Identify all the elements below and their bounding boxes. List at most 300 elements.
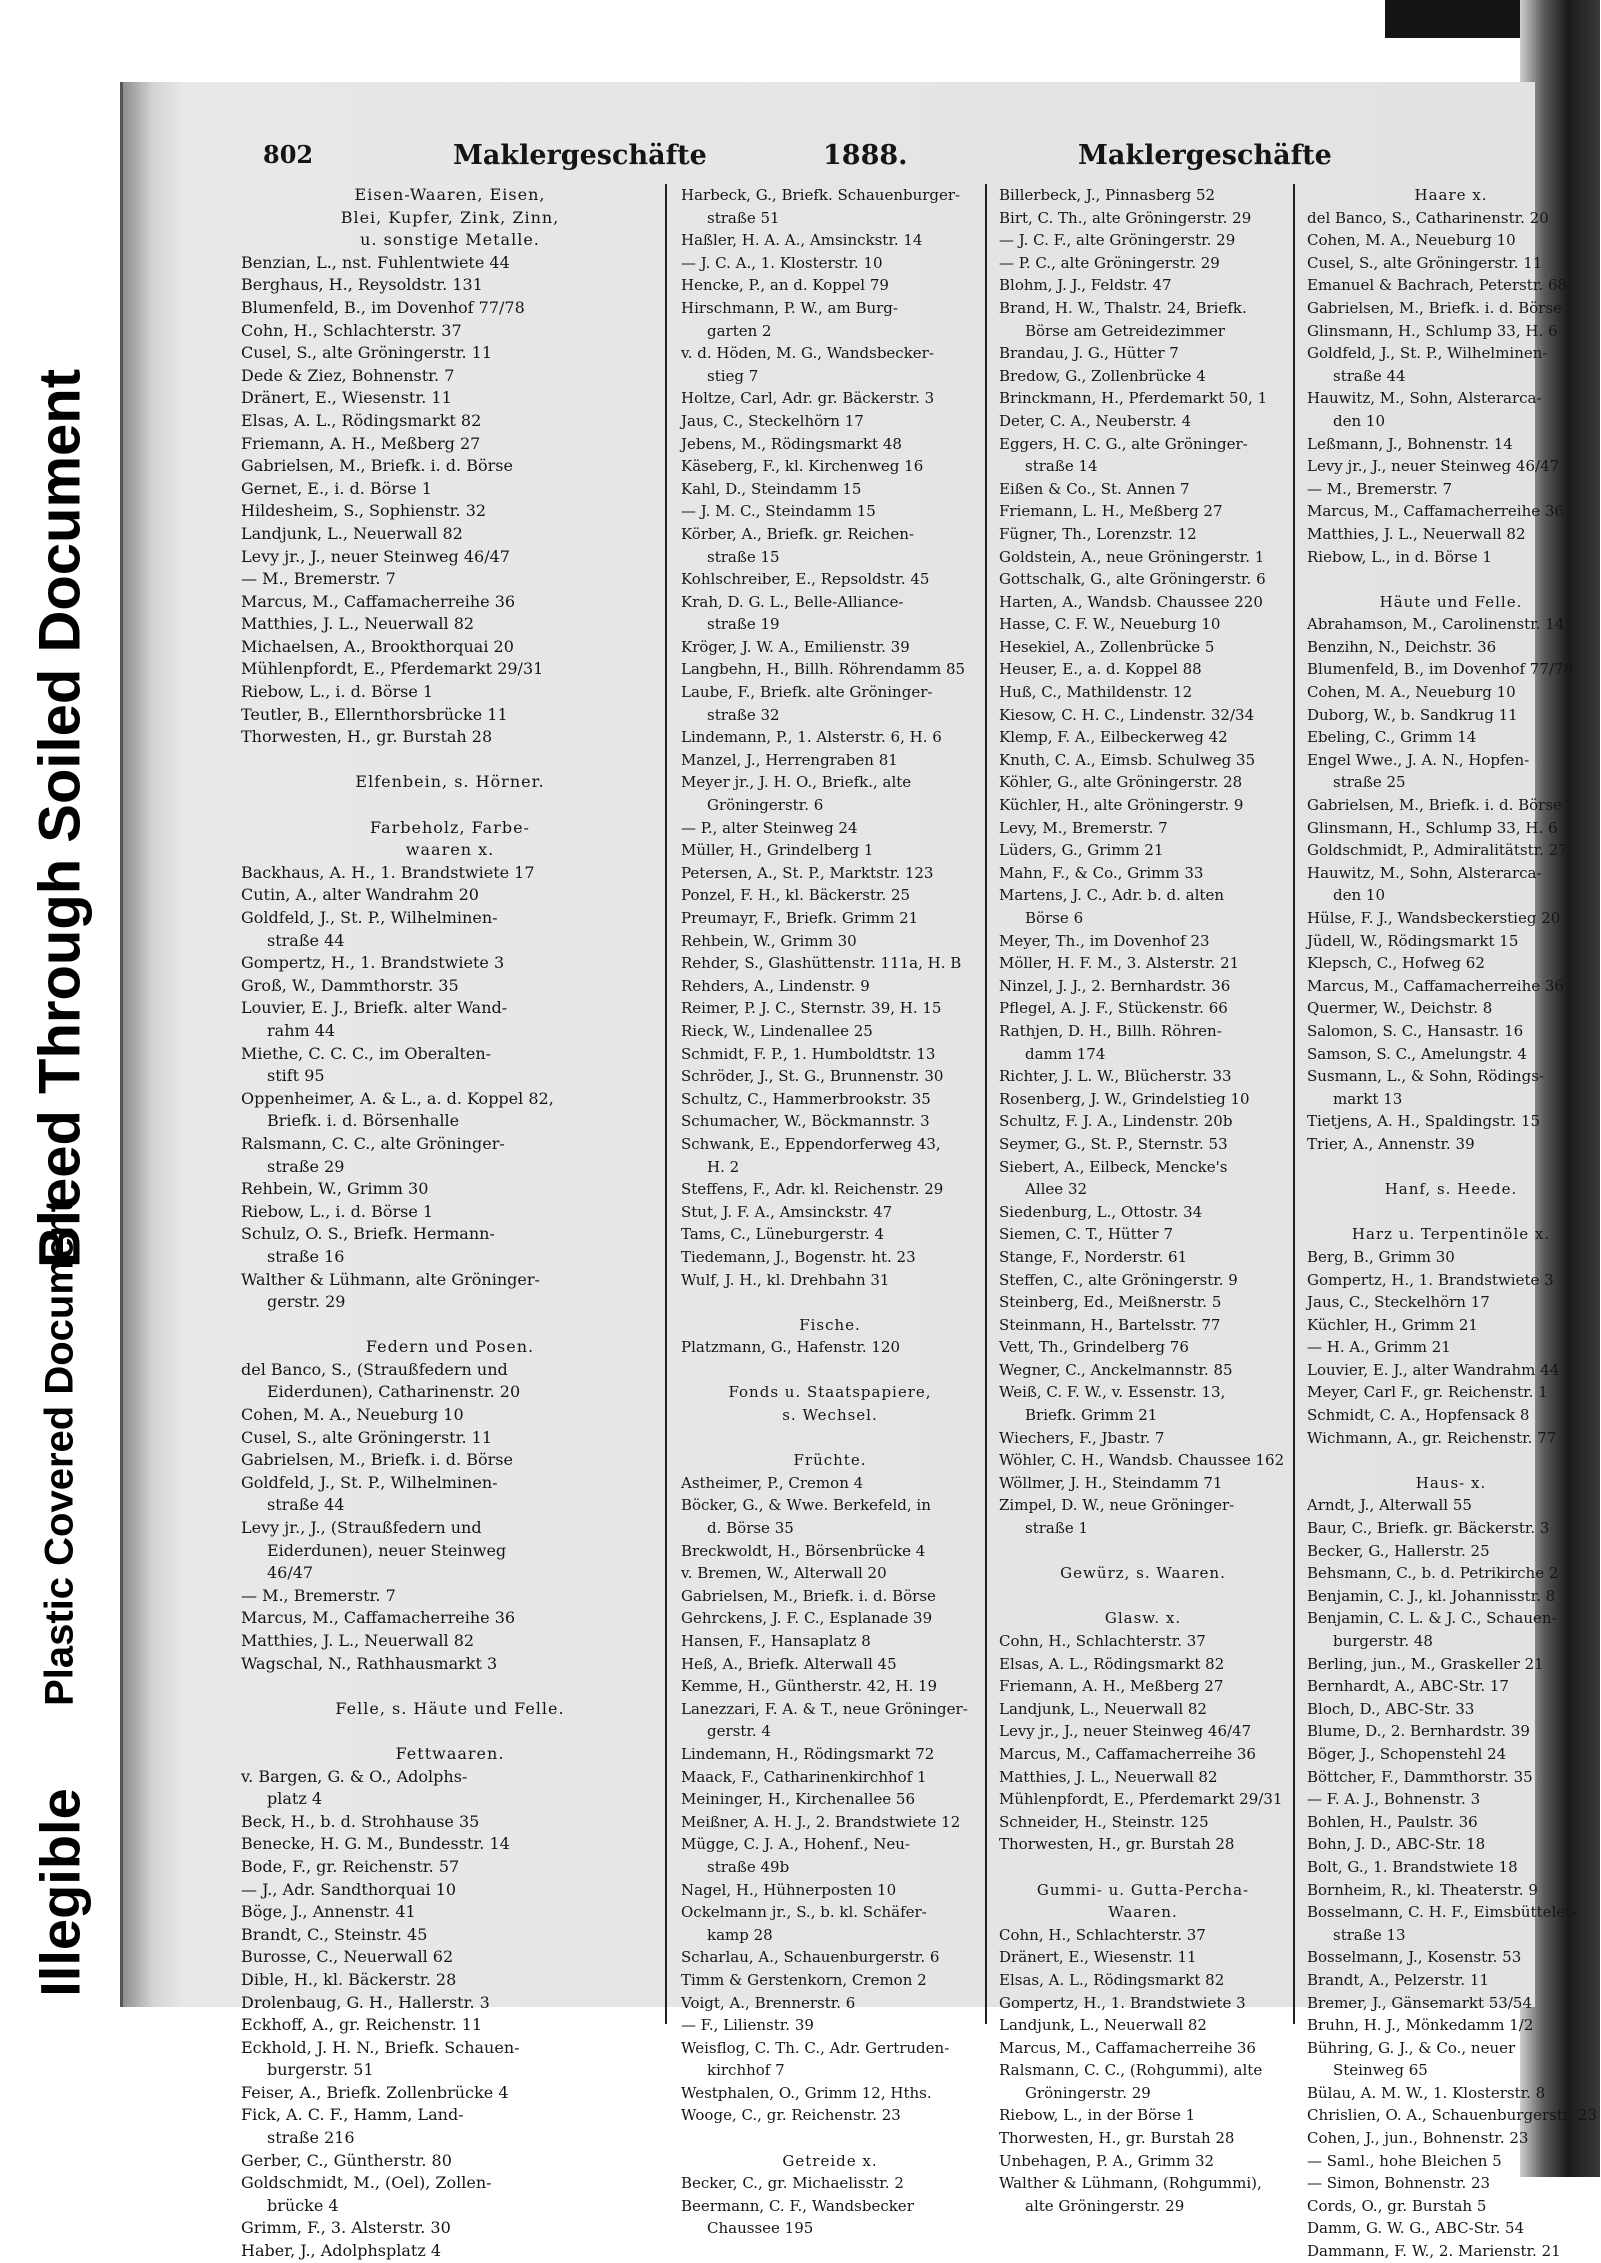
- directory-entry: Levy jr., J., neuer Steinweg 46/47: [999, 1722, 1252, 1741]
- directory-entry: Knuth, C. A., Eimsb. Schulweg 35: [999, 750, 1256, 769]
- directory-entry: Groß, W., Dammthorstr. 35: [241, 975, 459, 995]
- directory-entry: Landjunk, L., Neuerwall 82: [241, 523, 463, 543]
- directory-entry: Gerber, C., Güntherstr. 80: [241, 2150, 452, 2170]
- directory-entry: Friemann, A. H., Meßberg 27: [999, 1677, 1224, 1696]
- directory-entry: Gabrielsen, M., Briefk. i. d. Börse: [1307, 796, 1562, 815]
- directory-entry: Emanuel & Bachrach, Peterstr. 68: [1307, 276, 1567, 295]
- directory-entry: Brandau, J. G., Hütter 7: [999, 344, 1179, 363]
- directory-entry: Jaus, C., Steckelhörn 17: [681, 411, 864, 430]
- directory-entry: Kohlschreiber, E., Repsoldstr. 45: [681, 570, 930, 589]
- directory-entry: Tams, C., Lüneburgerstr. 4: [681, 1225, 885, 1244]
- directory-entry: Mühlenpfordt, E., Pferdemarkt 29/31: [241, 659, 544, 679]
- directory-entry: Rehbein, W., Grimm 30: [681, 931, 857, 950]
- directory-entry: — Simon, Bohnenstr. 23: [1307, 2174, 1491, 2193]
- directory-entry: Cohn, H., Schlachterstr. 37: [999, 1632, 1206, 1650]
- entry-continuation: stieg 7: [707, 366, 759, 385]
- scan-annotation-strip: [0, 0, 120, 2177]
- directory-entry: — P. C., alte Gröningerstr. 29: [999, 253, 1220, 272]
- directory-entry: — F., Lilienstr. 39: [681, 2016, 814, 2035]
- directory-entry: Benjamin, C. J., kl. Johannisstr. 8: [1307, 1586, 1556, 1605]
- directory-entry: Jebens, M., Rödingsmarkt 48: [681, 434, 902, 453]
- directory-entry: Michaelsen, A., Brookthorquai 20: [241, 636, 514, 656]
- directory-entry: Nagel, H., Hühnerposten 10: [681, 1880, 897, 1899]
- directory-entry: v. Bargen, G. & O., Adolphs-: [241, 1766, 468, 1786]
- directory-entry: Quermer, W., Deichstr. 8: [1307, 999, 1493, 1018]
- directory-entry: Salomon, S. C., Hansastr. 16: [1307, 1021, 1524, 1040]
- directory-entry: Rieck, W., Lindenallee 25: [681, 1021, 873, 1040]
- entry-continuation: straße 19: [707, 615, 780, 634]
- directory-entry: Levy jr., J., neuer Steinweg 46/47: [241, 546, 510, 566]
- entry-continuation: straße 1: [1025, 1519, 1089, 1538]
- directory-entry: Ralsmann, C. C., alte Gröninger-: [241, 1133, 505, 1153]
- directory-entry: Heß, A., Briefk. Alterwall 45: [681, 1654, 897, 1673]
- directory-entry: Hesekiel, A., Zollenbrücke 5: [999, 637, 1215, 656]
- directory-entry: Marcus, M., Caffamacherreihe 36: [1307, 502, 1564, 521]
- directory-entry: Bolt, G., 1. Brandstwiete 18: [1307, 1857, 1518, 1876]
- directory-entry: Cords, O., gr. Burstah 5: [1307, 2196, 1487, 2215]
- directory-entry: Dränert, E., Wiesenstr. 11: [999, 1948, 1197, 1967]
- plastic-covered-label: Plastic Covered Document: [37, 1199, 82, 1706]
- spacer: [1301, 1449, 1601, 1472]
- section-heading: Glasw. x.: [1104, 1609, 1182, 1628]
- directory-entry: Goldstein, A., neue Gröningerstr. 1: [999, 547, 1265, 566]
- directory-entry: Schmidt, C. A., Hopfensack 8: [1307, 1406, 1530, 1425]
- directory-entry: v. d. Höden, M. G., Wandsbecker-: [681, 344, 934, 363]
- spacer: [1301, 1156, 1601, 1179]
- directory-entry: Dede & Ziez, Bohnenstr. 7: [241, 365, 455, 385]
- directory-entry: Grimm, F., 3. Alsterstr. 30: [241, 2218, 451, 2238]
- directory-entry: — M., Bremerstr. 7: [241, 1585, 396, 1605]
- directory-entry: Blohm, J. J., Feldstr. 47: [999, 276, 1172, 295]
- directory-entry: Susmann, L., & Sohn, Rödings-: [1307, 1067, 1544, 1086]
- directory-entry: Heuser, E., a. d. Koppel 88: [999, 660, 1202, 679]
- entry-continuation: Eiderdunen), neuer Steinweg: [267, 1540, 507, 1560]
- directory-entry: Richter, J. L. W., Blücherstr. 33: [999, 1067, 1232, 1086]
- directory-entry: Wöhler, C. H., Wandsb. Chaussee 162: [999, 1451, 1285, 1470]
- directory-entry: Meißner, A. H. J., 2. Brandstwiete 12: [681, 1812, 961, 1831]
- directory-entry: Gehrckens, J. F. C., Esplanade 39: [681, 1609, 933, 1628]
- directory-entry: Rathjen, D. H., Billh. Röhren-: [999, 1021, 1222, 1040]
- directory-entry: Marcus, M., Caffamacherreihe 36: [999, 2038, 1256, 2057]
- directory-entry: Glinsmann, H., Schlump 33, H. 6: [1307, 818, 1558, 837]
- directory-entry: Käseberg, F., kl. Kirchenweg 16: [681, 457, 924, 476]
- spacer: [993, 1856, 1293, 1879]
- directory-entry: Goldschmidt, M., (Oel), Zollen-: [241, 2173, 492, 2193]
- directory-entry: Hasse, C. F. W., Neueburg 10: [999, 615, 1221, 634]
- entry-continuation: den 10: [1333, 886, 1385, 905]
- directory-entry: Gottschalk, G., alte Gröningerstr. 6: [999, 570, 1266, 589]
- directory-entry: Meyer, Th., im Dovenhof 23: [999, 931, 1210, 950]
- entry-continuation: straße 44: [267, 930, 345, 950]
- directory-entry: Walther & Lühmann, (Rohgummi),: [999, 2174, 1262, 2193]
- directory-entry: Hirschmann, P. W., am Burg-: [681, 298, 898, 317]
- directory-entry: Behsmann, C., b. d. Petrikirche 2: [1307, 1564, 1559, 1583]
- directory-entry: Krah, D. G. L., Belle-Alliance-: [681, 592, 904, 611]
- entry-continuation: straße 32: [707, 705, 780, 724]
- directory-entry: Samson, S. C., Amelungstr. 4: [1307, 1044, 1527, 1063]
- spacer: [235, 1675, 665, 1698]
- directory-entry: Müller, H., Grindelberg 1: [681, 841, 874, 860]
- directory-entry: — P., alter Steinweg 24: [681, 818, 858, 837]
- directory-entry: Reimer, P. J. C., Sternstr. 39, H. 15: [681, 999, 942, 1018]
- directory-entry: Landjunk, L., Neuerwall 82: [999, 2016, 1207, 2035]
- directory-entry: Marcus, M., Caffamacherreihe 36: [999, 1744, 1256, 1763]
- directory-entry: Cohn, H., Schlachterstr. 37: [241, 320, 462, 340]
- directory-entry: Bosselmann, C. H. F., Eimsbütteler-: [1307, 1903, 1578, 1922]
- spacer: [235, 1720, 665, 1743]
- entry-continuation: 46/47: [267, 1563, 314, 1583]
- directory-entry: — M., Bremerstr. 7: [1307, 479, 1453, 498]
- header-right-title: Maklergeschäfte: [1078, 140, 1332, 171]
- directory-entry: Berg, B., Grimm 30: [1307, 1247, 1455, 1266]
- directory-entry: del Banco, S., Catharinenstr. 20: [1307, 208, 1549, 227]
- directory-entry: Seymer, G., St. P., Sternstr. 53: [999, 1134, 1228, 1153]
- entry-continuation: Briefk. i. d. Börsenhalle: [267, 1111, 460, 1131]
- directory-columns: [235, 184, 1597, 2261]
- directory-entry: Leßmann, J., Bohnenstr. 14: [1307, 434, 1513, 453]
- directory-entry: Oppenheimer, A. & L., a. d. Koppel 82,: [241, 1088, 554, 1108]
- directory-entry: Cohen, J., jun., Bohnenstr. 23: [1307, 2129, 1529, 2148]
- directory-entry: Ninzel, J. J., 2. Bernhardstr. 36: [999, 976, 1231, 995]
- spacer: [235, 794, 665, 817]
- directory-entry: Gabrielsen, M., Briefk. i. d. Börse: [241, 456, 513, 476]
- spacer: [235, 749, 665, 772]
- directory-entry: Bülau, A. M. W., 1. Klosterstr. 8: [1307, 2083, 1546, 2102]
- directory-entry: Eckhold, J. H. N., Briefk. Schauen-: [241, 2037, 520, 2057]
- directory-entry: Platzmann, G., Hafenstr. 120: [681, 1338, 901, 1357]
- directory-entry: Matthies, J. L., Neuerwall 82: [1307, 524, 1526, 543]
- directory-entry: Birt, C. Th., alte Gröningerstr. 29: [999, 208, 1252, 227]
- directory-entry: Preumayr, F., Briefk. Grimm 21: [681, 909, 919, 927]
- directory-entry: Riebow, L., in d. Börse 1: [1307, 547, 1492, 566]
- directory-entry: Schultz, F. J. A., Lindenstr. 20b: [999, 1112, 1233, 1131]
- directory-entry: Schulz, O. S., Briefk. Hermann-: [241, 1224, 495, 1244]
- directory-entry: del Banco, S., (Straußfedern und: [241, 1359, 508, 1379]
- directory-entry: Klemp, F. A., Eilbeckerweg 42: [999, 728, 1228, 747]
- directory-entry: Thorwesten, H., gr. Burstah 28: [241, 727, 493, 747]
- directory-entry: Trier, A., Annenstr. 39: [1307, 1134, 1475, 1153]
- directory-entry: Haßler, H. A. A., Amsinckstr. 14: [681, 231, 923, 250]
- spacer: [675, 1359, 985, 1382]
- directory-entry: Rehder, S., Glashüttenstr. 111a, H. B: [681, 954, 962, 973]
- directory-entry: Benjamin, C. L. & J. C., Schauen-: [1307, 1609, 1557, 1628]
- directory-entry: Hauwitz, M., Sohn, Alsterarca-: [1307, 863, 1542, 882]
- directory-entry: — J. C. A., 1. Klosterstr. 10: [681, 253, 883, 272]
- directory-entry: Bernhardt, A., ABC-Str. 17: [1307, 1677, 1509, 1696]
- directory-entry: Martens, J. C., Adr. b. d. alten: [999, 886, 1224, 905]
- column-3: [993, 184, 1295, 2215]
- directory-entry: Maack, F., Catharinenkirchhof 1: [681, 1767, 927, 1786]
- directory-entry: Abrahamson, M., Carolinenstr. 14: [1307, 615, 1565, 634]
- section-heading: Fonds u. Staatspapiere,: [728, 1383, 932, 1402]
- directory-entry: Elsas, A. L., Rödingsmarkt 82: [999, 1654, 1225, 1673]
- section-heading: Eisen-Waaren, Eisen,: [354, 185, 546, 204]
- directory-entry: Goldfeld, J., St. P., Wilhelminen-: [1307, 344, 1548, 363]
- directory-entry: Burosse, C., Neuerwall 62: [241, 1947, 454, 1967]
- entry-continuation: gerstr. 4: [707, 1722, 771, 1741]
- entry-continuation: damm 174: [1025, 1044, 1106, 1063]
- entry-continuation: Eiderdunen), Catharinenstr. 20: [267, 1382, 521, 1402]
- column-4: [1301, 184, 1601, 2261]
- directory-entry: Dammann, F. W., 2. Marienstr. 21: [1307, 2242, 1561, 2261]
- directory-entry: Matthies, J. L., Neuerwall 82: [241, 1631, 475, 1650]
- directory-entry: Beck, H., b. d. Strohhause 35: [241, 1811, 480, 1831]
- entry-continuation: Gröningerstr. 29: [1025, 2083, 1151, 2102]
- bleed-through-soiled-label: Bleed Through Soiled Document: [27, 368, 93, 1269]
- directory-entry: Duborg, W., b. Sandkrug 11: [1307, 705, 1518, 724]
- entry-continuation: markt 13: [1333, 1089, 1403, 1108]
- directory-entry: Marcus, M., Caffamacherreihe 36: [241, 591, 516, 611]
- section-heading: Elfenbein, s. Hörner.: [355, 772, 545, 792]
- directory-entry: Becker, G., Hallerstr. 25: [1307, 1541, 1490, 1560]
- directory-entry: Beermann, C. F., Wandsbecker: [681, 2196, 914, 2215]
- directory-entry: Bühring, G. J., & Co., neuer: [1307, 2038, 1516, 2057]
- directory-entry: Wichmann, A., gr. Reichenstr. 77: [1307, 1428, 1557, 1447]
- directory-entry: Marcus, M., Caffamacherreihe 36: [241, 1608, 516, 1628]
- section-heading: Farbeholz, Farbe-: [370, 817, 530, 837]
- directory-entry: Siebert, A., Eilbeck, Mencke's: [999, 1157, 1228, 1176]
- directory-entry: Wooge, C., gr. Reichenstr. 23: [681, 2106, 901, 2125]
- entry-continuation: Börse am Getreidezimmer: [1025, 321, 1225, 340]
- directory-entry: Gompertz, H., 1. Brandstwiete 3: [241, 953, 505, 973]
- page-number: 802: [263, 140, 314, 169]
- spacer: [1301, 1201, 1601, 1224]
- directory-entry: Breckwoldt, H., Börsenbrücke 4: [681, 1541, 926, 1560]
- directory-entry: Billerbeck, J., Pinnasberg 52: [999, 186, 1216, 204]
- directory-entry: Meininger, H., Kirchenallee 56: [681, 1790, 915, 1809]
- directory-entry: Dränert, E., Wiesenstr. 11: [241, 388, 452, 408]
- column-1: [235, 184, 667, 2261]
- directory-entry: Goldfeld, J., St. P., Wilhelminen-: [241, 908, 498, 927]
- column-2: [675, 184, 987, 2238]
- entry-continuation: kamp 28: [707, 1925, 773, 1944]
- directory-entry: Miethe, C. C. C., im Oberalten-: [241, 1043, 492, 1063]
- directory-entry: Damm, G. W. G., ABC-Str. 54: [1307, 2219, 1525, 2238]
- directory-entry: Kröger, J. W. A., Emilienstr. 39: [681, 637, 910, 656]
- directory-entry: Bornheim, R., kl. Theaterstr. 9: [1307, 1880, 1538, 1899]
- entry-continuation: gerstr. 29: [267, 1292, 346, 1312]
- directory-entry: Fügner, Th., Lorenzstr. 12: [999, 524, 1197, 543]
- directory-entry: Zimpel, D. W., neue Gröninger-: [999, 1496, 1235, 1515]
- directory-entry: Mügge, C. J. A., Hohenf., Neu-: [681, 1835, 910, 1854]
- directory-entry: Levy jr., J., neuer Steinweg 46/47: [1307, 457, 1560, 476]
- section-heading: Federn und Posen.: [365, 1337, 535, 1357]
- directory-entry: Hencke, P., an d. Koppel 79: [681, 276, 889, 295]
- directory-entry: Cohen, M. A., Neueburg 10: [241, 1405, 464, 1425]
- directory-entry: Lanezzari, F. A. & T., neue Gröninger-: [681, 1699, 968, 1718]
- directory-entry: Mahn, F., & Co., Grimm 33: [999, 863, 1204, 882]
- directory-entry: Brandt, A., Pelzerstr. 11: [1307, 1970, 1490, 1989]
- entry-continuation: Chaussee 195: [707, 2219, 814, 2238]
- directory-entry: Rehders, A., Lindenstr. 9: [681, 976, 870, 995]
- directory-entry: Steffen, C., alte Gröningerstr. 9: [999, 1270, 1238, 1289]
- directory-entry: Thorwesten, H., gr. Burstah 28: [999, 2129, 1235, 2148]
- section-heading: s. Wechsel.: [782, 1406, 878, 1425]
- directory-entry: Wegner, C., Anckelmannstr. 85: [999, 1360, 1233, 1379]
- spacer: [993, 1540, 1293, 1563]
- entry-continuation: straße 15: [707, 547, 780, 566]
- entry-continuation: alte Gröningerstr. 29: [1025, 2196, 1185, 2215]
- entry-continuation: straße 25: [1333, 773, 1406, 792]
- directory-entry: Bode, F., gr. Reichenstr. 57: [241, 1856, 460, 1876]
- directory-entry: Köhler, G., alte Gröningerstr. 28: [999, 773, 1243, 792]
- directory-entry: Böger, J., Schopenstehl 24: [1307, 1744, 1507, 1763]
- section-heading: Felle, s. Häute und Felle.: [335, 1698, 565, 1718]
- directory-entry: Weiß, C. F. W., v. Essenstr. 13,: [999, 1383, 1226, 1402]
- directory-entry: Levy, M., Bremerstr. 7: [999, 818, 1168, 837]
- directory-entry: Schultz, C., Hammerbrookstr. 35: [681, 1089, 931, 1108]
- section-heading: Blei, Kupfer, Zink, Zinn,: [340, 207, 560, 227]
- directory-entry: Wiechers, F., Jbastr. 7: [999, 1428, 1165, 1447]
- directory-entry: Arndt, J., Alterwall 55: [1307, 1496, 1472, 1515]
- directory-entry: Brandt, C., Steinstr. 45: [241, 1924, 428, 1944]
- directory-entry: — J. C. F., alte Gröningerstr. 29: [999, 231, 1236, 250]
- directory-entry: Matthies, J. L., Neuerwall 82: [999, 1767, 1218, 1786]
- directory-entry: Ponzel, F. H., kl. Bäckerstr. 25: [681, 886, 911, 905]
- directory-entry: Blumenfeld, B., im Dovenhof 77/78: [241, 297, 525, 317]
- entry-continuation: garten 2: [707, 321, 772, 340]
- directory-entry: Elsas, A. L., Rödingsmarkt 82: [241, 410, 482, 430]
- directory-entry: Hülse, F. J., Wandsbeckerstieg 20: [1307, 909, 1561, 927]
- directory-entry: Klepsch, C., Hofweg 62: [1307, 954, 1485, 973]
- section-heading: Fettwaaren.: [395, 1743, 505, 1763]
- directory-entry: Teutler, B., Ellernthorsbrücke 11: [241, 704, 508, 724]
- directory-entry: Kemme, H., Güntherstr. 42, H. 19: [681, 1677, 938, 1696]
- directory-entry: Steffens, F., Adr. kl. Reichenstr. 29: [681, 1180, 944, 1199]
- section-heading: Häute und Felle.: [1379, 592, 1523, 611]
- section-heading: Getreide x.: [782, 2151, 878, 2170]
- directory-entry: Möller, H. F. M., 3. Alsterstr. 21: [999, 954, 1240, 973]
- directory-entry: — F. A. J., Bohnenstr. 3: [1307, 1790, 1481, 1809]
- directory-entry: Stange, F., Norderstr. 61: [999, 1247, 1188, 1266]
- directory-entry: Gompertz, H., 1. Brandstwiete 3: [999, 1993, 1246, 2012]
- directory-entry: Louvier, E. J., Briefk. alter Wand-: [241, 998, 508, 1018]
- spacer: [675, 1427, 985, 1450]
- directory-entry: Friemann, L. H., Meßberg 27: [999, 502, 1223, 521]
- directory-entry: Ebeling, C., Grimm 14: [1307, 728, 1477, 747]
- directory-entry: Benzian, L., nst. Fuhlentwiete 44: [241, 252, 510, 272]
- directory-entry: Hauwitz, M., Sohn, Alsterarca-: [1307, 389, 1542, 408]
- illegible-label: Illegible: [28, 1788, 92, 1997]
- section-heading: u. sonstige Metalle.: [360, 230, 540, 250]
- directory-entry: Bremer, J., Gänsemarkt 53/54: [1307, 1993, 1532, 2012]
- directory-entry: Chrislien, O. A., Schauenburgerstr. 23: [1307, 2106, 1597, 2125]
- directory-entry: Louvier, E. J., alter Wandrahm 44: [1307, 1360, 1560, 1379]
- directory-entry: Deter, C. A., Neuberstr. 4: [999, 411, 1192, 430]
- directory-entry: Lindemann, P., 1. Alsterstr. 6, H. 6: [681, 728, 942, 747]
- entry-continuation: Briefk. Grimm 21: [1025, 1406, 1158, 1425]
- section-heading: waaren x.: [405, 840, 495, 860]
- directory-entry: Steinberg, Ed., Meißnerstr. 5: [999, 1293, 1222, 1312]
- directory-entry: Hildesheim, S., Sophienstr. 32: [241, 501, 487, 521]
- directory-entry: Goldfeld, J., St. P., Wilhelminen-: [241, 1472, 498, 1492]
- entry-continuation: platz 4: [267, 1789, 323, 1809]
- directory-entry: Wulf, J. H., kl. Drehbahn 31: [681, 1270, 890, 1289]
- directory-entry: Berling, jun., M., Graskeller 21: [1307, 1654, 1544, 1673]
- directory-entry: Meyer jr., J. H. O., Briefk., alte: [681, 773, 912, 792]
- directory-entry: Blumenfeld, B., im Dovenhof 77/78: [1307, 660, 1574, 679]
- entry-continuation: Steinweg 65: [1333, 2061, 1428, 2080]
- directory-entry: Brinckmann, H., Pferdemarkt 50, 1: [999, 389, 1268, 408]
- directory-entry: Bohn, J. D., ABC-Str. 18: [1307, 1835, 1486, 1854]
- directory-entry: — H. A., Grimm 21: [1307, 1338, 1451, 1357]
- directory-entry: Drolenbaug, G. H., Hallerstr. 3: [241, 1992, 490, 2012]
- directory-entry: Landjunk, L., Neuerwall 82: [999, 1699, 1207, 1718]
- directory-entry: Riebow, L., in der Börse 1: [999, 2106, 1196, 2125]
- directory-entry: Böttcher, F., Dammthorstr. 35: [1307, 1767, 1533, 1786]
- directory-entry: Jaus, C., Steckelhörn 17: [1307, 1293, 1490, 1312]
- directory-entry: Langbehn, H., Billh. Röhrendamm 85: [681, 660, 966, 679]
- entry-continuation: Allee 32: [1025, 1180, 1088, 1199]
- directory-entry: Holtze, Carl, Adr. gr. Bäckerstr. 3: [681, 389, 935, 408]
- entry-continuation: Börse 6: [1025, 909, 1084, 927]
- directory-entry: Körber, A., Briefk. gr. Reichen-: [681, 524, 915, 543]
- directory-entry: Tietjens, A. H., Spaldingstr. 15: [1307, 1112, 1541, 1131]
- running-header: [123, 132, 1538, 182]
- directory-entry: Goldschmidt, P., Admiralitätstr. 27: [1307, 841, 1568, 860]
- header-left-title: Maklergeschäfte: [453, 140, 707, 171]
- entry-continuation: stift 95: [267, 1066, 325, 1086]
- directory-entry: v. Bremen, W., Alterwall 20: [681, 1564, 887, 1583]
- directory-entry: Stut, J. F. A., Amsinckstr. 47: [681, 1202, 893, 1221]
- entry-continuation: H. 2: [707, 1157, 740, 1176]
- directory-entry: Cohen, M. A., Neueburg 10: [1307, 683, 1516, 702]
- directory-entry: Wöllmer, J. H., Steindamm 71: [999, 1473, 1223, 1492]
- directory-entry: Bloch, D., ABC-Str. 33: [1307, 1699, 1475, 1718]
- directory-entry: Glinsmann, H., Schlump 33, H. 6: [1307, 321, 1558, 340]
- directory-entry: Benecke, H. G. M., Bundesstr. 14: [241, 1834, 510, 1854]
- directory-entry: Baur, C., Briefk. gr. Bäckerstr. 3: [1307, 1519, 1550, 1538]
- section-heading: Haare x.: [1414, 186, 1488, 204]
- section-heading: Haus- x.: [1415, 1473, 1487, 1492]
- directory-entry: Cusel, S., alte Gröningerstr. 11: [1307, 253, 1543, 272]
- section-heading: Waaren.: [1108, 1903, 1178, 1922]
- entry-continuation: brücke 4: [267, 2195, 339, 2215]
- directory-entry: Gernet, E., i. d. Börse 1: [241, 478, 432, 498]
- directory-entry: Walther & Lühmann, alte Gröninger-: [241, 1269, 540, 1289]
- directory-entry: Ockelmann jr., S., b. kl. Schäfer-: [681, 1903, 927, 1922]
- directory-entry: Bruhn, H. J., Mönkedamm 1/2: [1307, 2016, 1534, 2035]
- directory-entry: Tiedemann, J., Bogenstr. ht. 23: [681, 1247, 916, 1266]
- spacer: [675, 1291, 985, 1314]
- directory-entry: Steinmann, H., Bartelsstr. 77: [999, 1315, 1221, 1334]
- entry-continuation: burgerstr. 51: [267, 2060, 374, 2080]
- directory-entry: Rehbein, W., Grimm 30: [241, 1179, 429, 1199]
- directory-entry: Laube, F., Briefk. alte Gröninger-: [681, 683, 933, 702]
- spacer: [675, 2127, 985, 2150]
- directory-entry: Gabrielsen, M., Briefk. i. d. Börse: [1307, 298, 1562, 317]
- directory-entry: Küchler, H., Grimm 21: [1307, 1315, 1478, 1334]
- directory-entry: Vett, Th., Grindelberg 76: [999, 1338, 1189, 1357]
- directory-entry: Eißen & Co., St. Annen 7: [999, 479, 1190, 498]
- directory-entry: — Saml., hohe Bleichen 5: [1307, 2151, 1502, 2170]
- directory-entry: Böge, J., Annenstr. 41: [241, 1902, 416, 1922]
- directory-entry: — M., Bremerstr. 7: [241, 569, 396, 589]
- directory-entry: Petersen, A., St. P., Marktstr. 123: [681, 863, 934, 882]
- directory-entry: Harten, A., Wandsb. Chaussee 220: [999, 592, 1263, 611]
- directory-entry: Dible, H., kl. Bäckerstr. 28: [241, 1969, 457, 1989]
- directory-entry: Engel Wwe., J. A. N., Hopfen-: [1307, 750, 1530, 769]
- directory-entry: Thorwesten, H., gr. Burstah 28: [999, 1835, 1235, 1854]
- directory-entry: Riebow, L., i. d. Börse 1: [241, 682, 434, 702]
- section-heading: Hanf, s. Heede.: [1384, 1180, 1518, 1199]
- entry-continuation: straße 49b: [707, 1857, 790, 1876]
- section-heading: Gewürz, s. Waaren.: [1060, 1564, 1226, 1583]
- directory-entry: Berghaus, H., Reysoldstr. 131: [241, 275, 483, 295]
- spacer: [235, 1314, 665, 1337]
- section-heading: Gummi- u. Gutta-Percha-: [1036, 1880, 1250, 1899]
- directory-entry: Riebow, L., i. d. Börse 1: [241, 1201, 434, 1221]
